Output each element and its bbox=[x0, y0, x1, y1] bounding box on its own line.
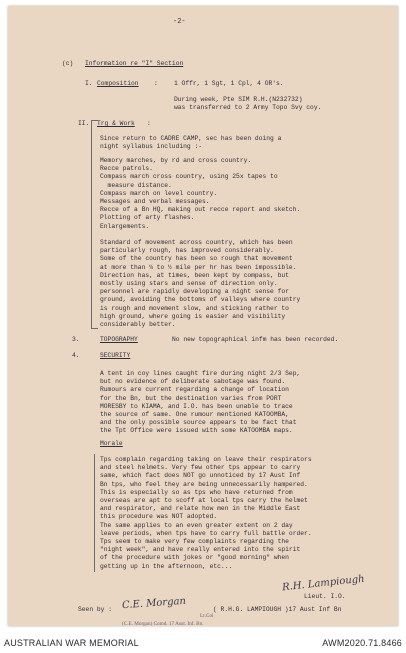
archive-name: AUSTRALIAN WAR MEMORIAL bbox=[4, 638, 139, 648]
accession-number: AWM2020.71.8466 bbox=[322, 638, 402, 648]
trg-work-number: II. bbox=[78, 120, 90, 127]
officer-signature: R.H. Lampiough bbox=[281, 573, 366, 594]
section-marker: (c) bbox=[62, 60, 74, 67]
topography-number: 3. bbox=[72, 336, 80, 343]
composition-heading: Composition bbox=[97, 80, 139, 87]
archive-footer bbox=[0, 634, 406, 653]
composition-note: During week, Pte SIM R.H.(N232732) was transferred to 2 Army Topo Svy coy. bbox=[174, 96, 322, 112]
composition-colon: : bbox=[154, 80, 158, 87]
margin-bracket-top bbox=[91, 120, 98, 121]
co-rank: Lt.Col bbox=[200, 613, 214, 619]
security-heading: SECURITY bbox=[100, 352, 131, 359]
topography-heading: TOPOGRAPHY bbox=[100, 336, 138, 343]
section-heading: Information re "I" Section bbox=[85, 60, 184, 67]
topography-text: No new topographical infm has been recorded. bbox=[172, 336, 339, 343]
margin-bracket-line bbox=[91, 120, 92, 328]
composition-summary: 1 Offr, 1 Sgt, 1 Cpl, 4 OR's. bbox=[174, 80, 284, 87]
security-number: 4. bbox=[72, 352, 80, 359]
co-name-stamp: (C.E. Morgan) Comd. 17 Aust. Inf. Bn. bbox=[122, 621, 204, 627]
morale-margin-line bbox=[94, 454, 95, 572]
composition-number: I. bbox=[85, 80, 93, 87]
margin-bracket-bottom bbox=[91, 328, 98, 329]
signature-typed-name: ( R.H.G. LAMPIOUGH )17 Aust Inf Bn bbox=[213, 606, 342, 613]
trg-work-heading: Trg & Work bbox=[97, 120, 135, 127]
co-signature: C.E. Morgan bbox=[121, 595, 187, 612]
trg-work-assessment: Standard of movement across country, which has been particularly rough, has improved considerably. Some of the country has been so rough that movement at more than ¼ to ½ mile per hr has been impossible. Direction has, at times, been kept by compass, but mostly using stars and sense of direction only. personnel are rapidly developing a night sense for ground, avoiding the bottoms of valleys where country is rough and movement slow, and sticking rather to high ground, where going is easier and visibility considerably better. bbox=[100, 239, 301, 329]
signature-rank: Lieut. I.O. bbox=[304, 593, 346, 600]
page-number: -2- bbox=[173, 18, 186, 26]
morale-text: Tps complain regarding taking on leave their respirators and steel helmets. Very few other tps appear to carry same, which fact does NOT go unnoticed by 17 Aust Inf Bn tps, who feel they are being unnecessarily hampered. This is especially so as tps who have returned from overseas are apt to scoff at local tps carry the helmet and respirator, and relate how men in the Middle East this procedure was NOT adopted. The same applies to an even greater extent on 2 day leave periods, when tps have to carry full battle order. Tps seem to make very few complaints regarding the "night week", and have really entered into the spirit of the procedure with jokes or "good morning" when getting up in the afternoon, etc... bbox=[100, 456, 312, 570]
trg-work-intro: Since return to CADRE CAMP, sec has been doing a night syllabus including :- bbox=[100, 135, 282, 151]
morale-heading: Morale bbox=[100, 440, 123, 447]
seen-by-label: Seen by : bbox=[78, 606, 113, 613]
security-text: A tent in coy lines caught fire during night 2/3 Sep, but no evidence of deliberate sabotage was found. Rumours are current regarding a change of location for the Bn, but the destination varies from PORT MORESBY to KIAMA, and I.O. has been unable to trace the source of same. One rumour mentioned KATOOMBA, and the only possible source appears to be fact that the Tpt Office were issued with some KATOOMBA maps. bbox=[100, 370, 301, 435]
trg-work-colon: : bbox=[147, 120, 151, 127]
trg-work-syllabus: Memory marches, by rd and cross country. Recce patrols. Compass march cross country, using 25x tapes to measure distance. Compass march on level country. Messages and verbal messages. Recce of a Bn HQ, making out recce report and sketch. Plotting of arty flashes. Enlargements. bbox=[100, 157, 301, 230]
